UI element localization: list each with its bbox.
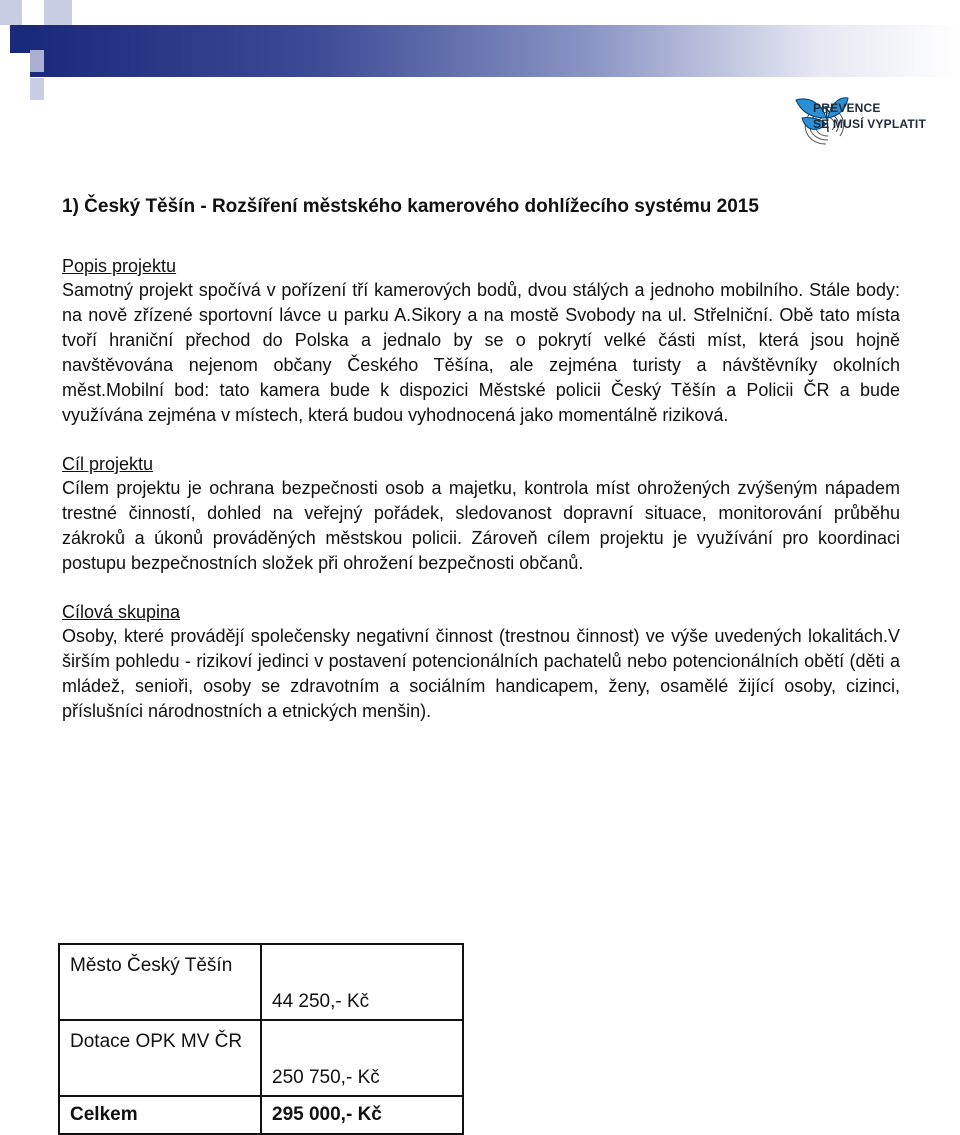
cost-table <box>58 943 464 1135</box>
header-gradient-bar <box>30 25 960 77</box>
logo-line-2: SE MUSÍ VYPLATIT <box>813 117 926 131</box>
header-square <box>22 0 44 25</box>
header-square <box>30 78 44 100</box>
section-description <box>62 254 900 428</box>
logo-text <box>813 100 943 132</box>
header-square <box>30 50 44 72</box>
cost-value: 44 250,- Kč <box>261 944 463 1020</box>
section-text: Osoby, které provádějí společensky negativní činnost (trestnou činnost) ve výše uvedených lokalitách.V širším pohledu - rizikoví jedinci v postavení potencionálních pachatelů nebo potencionálních obětí (děti a mládež, senioři, osoby se zdravotním a sociálním handicapem, ženy, osamělé žijící osoby, cizinci, příslušníci národnostních a etnických menšin). <box>62 626 900 721</box>
section-text: Cílem projektu je ochrana bezpečnosti osob a majetku, kontrola míst ohrožených zvýšeným nápadem trestné činností, dohled na veřejný pořádek, sledovanost dopravní situace, monitorování průběhu zákroků a úkonů prováděných městskou policii. Zároveň cílem projektu je využívání pro koordinaci postupu bezpečnostních složek při ohrožení bezpečnosti občanů. <box>62 478 900 573</box>
section-target-group <box>62 600 900 724</box>
section-heading: Cílová skupina <box>62 602 181 622</box>
header-square <box>10 25 30 53</box>
logo-line-1: PREVENCE <box>813 101 881 115</box>
document-title: 1) Český Těšín - Rozšíření městského kamerového dohlížecího systému 2015 <box>62 196 759 217</box>
section-goal <box>62 452 900 576</box>
cost-value: 250 750,- Kč <box>261 1020 463 1096</box>
document-body <box>62 196 900 748</box>
section-heading: Cíl projektu <box>62 454 154 474</box>
table-row <box>59 944 463 1020</box>
header-square <box>0 0 22 25</box>
cost-name: Město Český Těšín <box>59 944 261 1020</box>
header-square <box>44 0 72 25</box>
table-row <box>59 1020 463 1096</box>
section-text: Samotný projekt spočívá v pořízení tří kamerových bodů, dvou stálých a jednoho mobilního. Stále body: na nově zřízené sportovní lávce u parku A.Sikory a na mostě Svobody na ul. Střelniční. Obě tato místa tvoří hraniční přechod do Polska a jednalo by se o pokrytí velké části míst, která jsou hojně navštěvována nejenom občany Českého Těšína, ale zejména turisty a návštěvníky okolních měst.Mobilní bod: tato kamera bude k dispozici Městské policii Český Těšín a Policii ČR a bude využívána zejména v místech, která budou vyhodnocená jako momentálně riziková. <box>62 280 900 425</box>
cost-value: 295 000,- Kč <box>261 1096 463 1134</box>
cost-name: Celkem <box>59 1096 261 1134</box>
cost-name: Dotace OPK MV ČR <box>59 1020 261 1096</box>
section-heading: Popis projektu <box>62 256 177 276</box>
table-row-total <box>59 1096 463 1134</box>
